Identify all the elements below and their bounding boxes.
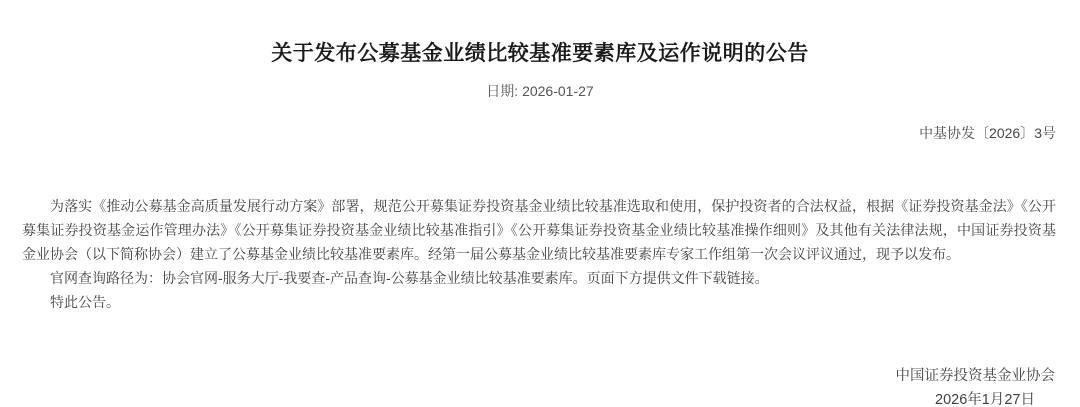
announcement-body — [0, 194, 1080, 314]
body-paragraph: 官网查询路径为：协会官网-服务大厅-我要查-产品查询-公募基金业绩比较基准要素库。页面下方提供文件下载链接。 — [50, 270, 769, 287]
signature-date: 2026年1月27日 — [935, 392, 1035, 407]
page-title: 关于发布公募基金业绩比较基准要素库及运作说明的公告 — [271, 42, 809, 66]
signature-organization: 中国证券投资基金业协会 — [895, 368, 1055, 385]
body-paragraph: 为落实《推动公募基金高质量发展行动方案》部署，规范公开募集证券投资基金业绩比较基准选取和使用，保护投资者的合法权益，根据《证券投资基金法》《公开募集证券投资基金运作管理办法》《公开募集证券投资基金业绩比较基准指引》《公开募集证券投资基金业绩比较基准操作细则》及其他有关法律法规，中国证券投资基金业协会（以下简称协会）建立了公募基金业绩比较基准要素库。经第一届公募基金业绩比较基准要素库专家工作组第一次会议评议通过，现予以发布。 — [22, 198, 1056, 263]
signature-block — [0, 364, 1080, 407]
document-number: 中基协发〔2026〕3号 — [919, 125, 1056, 142]
body-paragraph: 特此公告。 — [50, 294, 120, 311]
publish-date: 日期: 2026-01-27 — [486, 83, 594, 100]
